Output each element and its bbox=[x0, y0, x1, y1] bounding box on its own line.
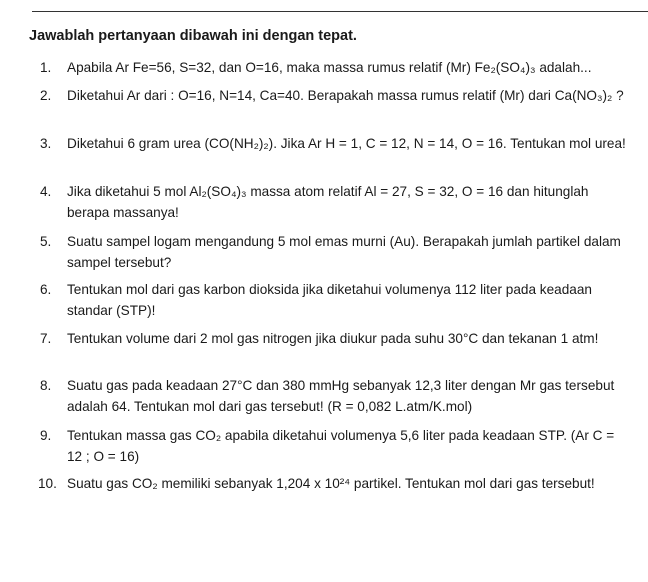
question-number: 4. bbox=[40, 184, 52, 199]
question-text: Diketahui 6 gram urea (CO(NH₂)₂). Jika Ar H = 1, C = 12, N = 14, O = 16. Tentukan mol urea! bbox=[67, 136, 626, 151]
question-text: Tentukan mol dari gas karbon dioksida jika diketahui volumenya 112 liter pada keadaan standar (STP)! bbox=[67, 282, 592, 318]
question-item bbox=[40, 279, 644, 321]
question-item bbox=[40, 328, 644, 349]
question-text: Tentukan volume dari 2 mol gas nitrogen jika diukur pada suhu 30°C dan tekanan 1 atm! bbox=[67, 331, 599, 346]
question-text: Suatu gas pada keadaan 27°C dan 380 mmHg sebanyak 12,3 liter dengan Mr gas tersebut adalah 64. Tentukan mol dari gas tersebut! (R = 0,082 L.atm/K.mol) bbox=[67, 378, 615, 414]
question-item bbox=[40, 425, 644, 467]
instruction-heading: Jawablah pertanyaan dibawah ini dengan tepat. bbox=[29, 28, 357, 44]
question-number: 5. bbox=[40, 234, 52, 249]
question-item bbox=[40, 57, 644, 78]
question-number: 7. bbox=[40, 331, 52, 346]
question-number: 9. bbox=[40, 428, 52, 443]
question-text: Jika diketahui 5 mol Al₂(SO₄)₃ massa atom relatif Al = 27, S = 32, O = 16 dan hitunglah berapa massanya! bbox=[67, 184, 589, 220]
question-text: Suatu gas CO₂ memiliki sebanyak 1,204 x 10²⁴ partikel. Tentukan mol dari gas tersebut! bbox=[67, 476, 595, 491]
question-text: Tentukan massa gas CO₂ apabila diketahui volumenya 5,6 liter pada keadaan STP. (Ar C = 12 ; O = 16) bbox=[67, 428, 615, 464]
question-item bbox=[40, 181, 644, 223]
question-item bbox=[40, 85, 644, 106]
question-number: 6. bbox=[40, 282, 52, 297]
question-number: 8. bbox=[40, 378, 52, 393]
question-text: Apabila Ar Fe=56, S=32, dan O=16, maka massa rumus relatif (Mr) Fe₂(SO₄)₃ adalah... bbox=[67, 60, 592, 75]
top-divider bbox=[32, 11, 648, 12]
question-number: 10. bbox=[38, 476, 57, 491]
question-number: 2. bbox=[40, 88, 52, 103]
question-number: 3. bbox=[40, 136, 52, 151]
question-text: Suatu sampel logam mengandung 5 mol emas murni (Au). Berapakah jumlah partikel dalam sampel tersebut? bbox=[67, 234, 621, 270]
question-item bbox=[40, 133, 644, 154]
question-item bbox=[40, 473, 644, 494]
question-item bbox=[40, 375, 644, 417]
question-text: Diketahui Ar dari : O=16, N=14, Ca=40. Berapakah massa rumus relatif (Mr) dari Ca(NO₃)₂ ? bbox=[67, 88, 624, 103]
question-item bbox=[40, 231, 644, 273]
question-number: 1. bbox=[40, 60, 52, 75]
